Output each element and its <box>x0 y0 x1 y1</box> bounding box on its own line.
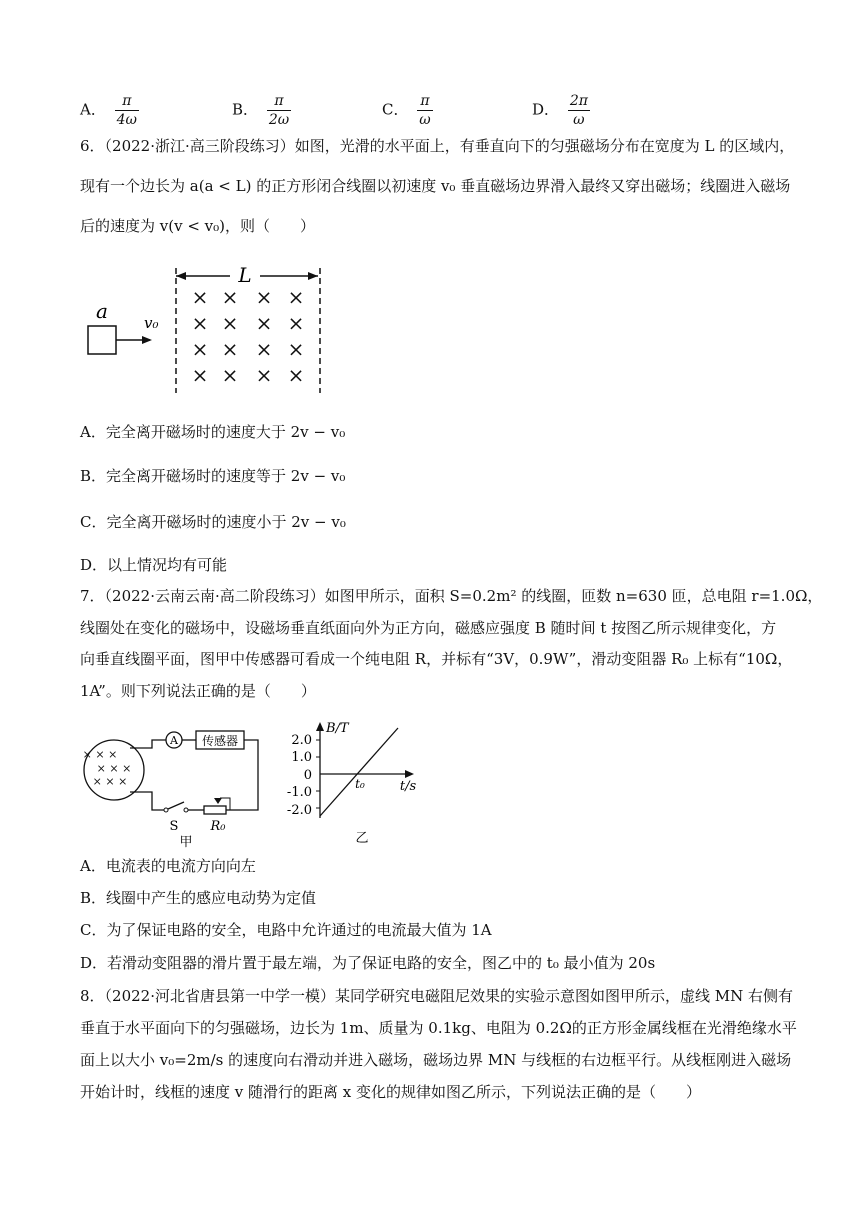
svg-text:×: × <box>221 311 239 335</box>
coil-side-label: a <box>96 299 108 323</box>
svg-text:×: × <box>255 337 273 361</box>
svg-text:×: × <box>221 285 239 309</box>
svg-text:×: × <box>255 285 273 309</box>
svg-text:×: × <box>287 337 305 361</box>
svg-text:-2.0: -2.0 <box>286 803 312 818</box>
q7-circuit-figure <box>80 722 280 848</box>
q7-stem-line3: 向垂直线圈平面，图甲中传感器可看成一个纯电阻 R，并标有“3V，0.9W”，滑动变阻器 R₀ 上标有“10Ω， <box>80 650 793 668</box>
q6-option-a: A．完全离开磁场时的速度大于 2v − v₀ <box>80 423 346 441</box>
svg-text:× × ×: × × × <box>92 775 128 788</box>
coil-field-marks <box>83 748 132 788</box>
q5-option-a: A． $\frac{\pi}{4\omega}$ <box>80 93 137 128</box>
svg-text:×: × <box>255 363 273 387</box>
q7-stem-line4: 1A”。则下列说法正确的是（ ） <box>80 682 316 700</box>
svg-text:S: S <box>169 819 179 834</box>
q8-stem-line4: 开始计时，线框的速度 v 随滑行的距离 x 变化的规律如图乙所示，下列说法正确的是（ ） <box>80 1083 702 1101</box>
svg-text:×: × <box>287 311 305 335</box>
q7-option-c: C．为了保证电路的安全，电路中允许通过的电流最大值为 1A <box>80 921 492 939</box>
svg-text:传感器: 传感器 <box>201 734 239 748</box>
svg-text:0: 0 <box>303 768 312 783</box>
q6-stem-line2: 现有一个边长为 a(a < L) 的正方形闭合线圈以初速度 v₀ 垂直磁场边界滑入最终又穿出磁场；线圈进入磁场 <box>80 177 791 195</box>
velocity-label: v₀ <box>144 314 159 332</box>
q7-stem-line2: 线圈处在变化的磁场中，设磁场垂直纸面向外为正方向，磁感应强度 B 随时间 t 按图乙所示规律变化，方 <box>80 619 777 637</box>
q7-bt-graph <box>284 718 424 848</box>
svg-text:2.0: 2.0 <box>291 733 312 748</box>
svg-text:t/s: t/s <box>399 779 417 794</box>
svg-text:B/T: B/T <box>326 721 349 736</box>
svg-text:A: A <box>170 734 178 747</box>
magnetic-field-marks <box>192 285 305 387</box>
rheostat <box>204 806 226 814</box>
b-line <box>320 728 398 816</box>
q5-option-b: B． $\frac{\pi}{2\omega}$ <box>232 93 290 128</box>
q6-stem-line3: 后的速度为 v(v < v₀)，则（ ） <box>80 217 316 235</box>
svg-text:×: × <box>255 311 273 335</box>
field-width-label: L <box>238 263 252 287</box>
svg-text:t₀: t₀ <box>355 777 365 791</box>
svg-text:×: × <box>221 337 239 361</box>
svg-text:× × ×: × × × <box>82 748 118 761</box>
svg-text:×: × <box>221 363 239 387</box>
svg-text:-1.0: -1.0 <box>286 785 312 800</box>
svg-text:×: × <box>191 363 209 387</box>
square-coil <box>88 326 116 354</box>
svg-text:R₀: R₀ <box>210 819 226 834</box>
svg-text:× × ×: × × × <box>96 762 132 775</box>
svg-text:甲: 甲 <box>179 835 193 848</box>
q5-option-d: D． $\frac{2\pi}{\omega}$ <box>532 93 588 128</box>
q7-stem-line1: 7．（2022·云南云南·高二阶段练习）如图甲所示，面积 S=0.2m² 的线圈，匝数 n=630 匝，总电阻 r=1.0Ω， <box>80 587 823 605</box>
svg-text:乙: 乙 <box>355 831 369 846</box>
q8-stem-line3: 面上以大小 v₀=2m/s 的速度向右滑动并进入磁场，磁场边界 MN 与线框的右边框平行。从线框刚进入磁场 <box>80 1051 792 1069</box>
q6-stem-line1: 6．（2022·浙江·高三阶段练习）如图，光滑的水平面上，有垂直向下的匀强磁场分布在宽度为 L 的区域内， <box>80 137 795 155</box>
q7-option-d: D．若滑动变阻器的滑片置于最左端，为了保证电路的安全，图乙中的 t₀ 最小值为 20s <box>80 954 656 972</box>
q7-option-b: B．线圈中产生的感应电动势为定值 <box>80 889 317 907</box>
q8-stem-line2: 垂直于水平面向下的匀强磁场，边长为 1m、质量为 0.1kg、电阻为 0.2Ω的正方形金属线框在光滑绝缘水平 <box>80 1019 797 1037</box>
svg-text:×: × <box>287 285 305 309</box>
svg-text:×: × <box>191 311 209 335</box>
q7-option-a: A．电流表的电流方向向左 <box>80 857 256 875</box>
q6-figure <box>80 258 340 398</box>
q5-option-c: C． $\frac{\pi}{\omega}$ <box>382 93 431 128</box>
switch <box>168 802 184 809</box>
q8-stem-line1: 8．（2022·河北省唐县第一中学一模）某同学研究电磁阻尼效果的实验示意图如图甲所示，虚线 MN 右侧有 <box>80 987 794 1005</box>
svg-text:×: × <box>287 363 305 387</box>
svg-text:1.0: 1.0 <box>291 750 312 765</box>
svg-text:×: × <box>191 337 209 361</box>
svg-text:×: × <box>191 285 209 309</box>
q6-option-c: C．完全离开磁场时的速度小于 2v − v₀ <box>80 513 346 531</box>
q6-option-d: D．以上情况均有可能 <box>80 556 228 574</box>
q6-option-b: B．完全离开磁场时的速度等于 2v − v₀ <box>80 467 346 485</box>
